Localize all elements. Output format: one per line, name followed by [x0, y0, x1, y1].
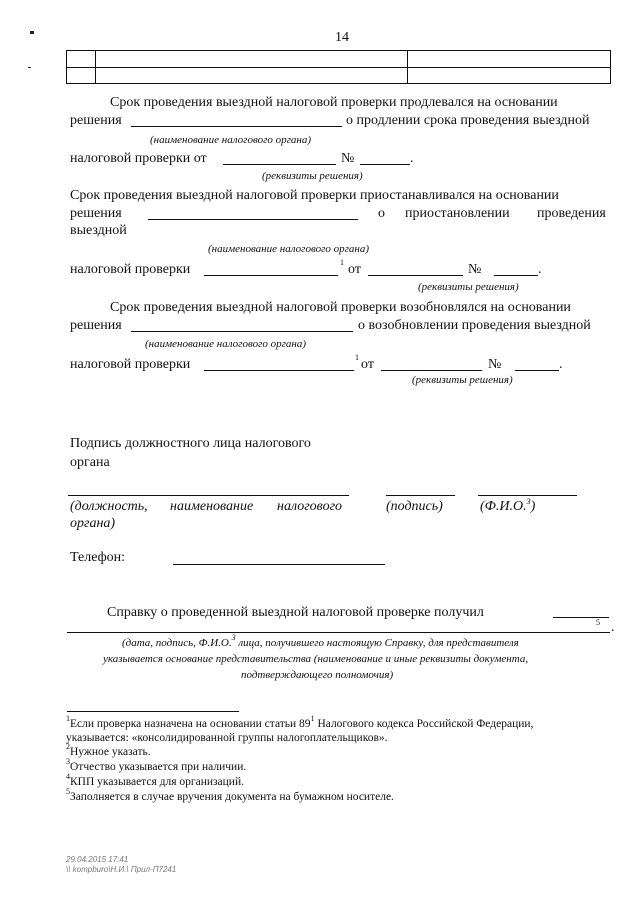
extension-authority-caption: (наименование налогового органа) — [150, 134, 312, 146]
receipt-caption-text: (дата, подпись, Ф.И.О. — [122, 637, 232, 649]
suspension-sub1-blank[interactable] — [204, 275, 338, 276]
suspension-line3: выездной — [70, 223, 127, 238]
signature-fio-caption — [480, 499, 535, 515]
footnote-ref: 3 — [231, 633, 236, 642]
footnote-2 — [66, 742, 151, 759]
suspension-date-blank[interactable] — [368, 275, 463, 276]
footnote-1 — [66, 714, 534, 731]
footnote-separator — [67, 711, 239, 712]
extension-number-sign: № — [341, 151, 355, 166]
scan-speck — [30, 31, 34, 34]
signature-sign-caption: (подпись) — [386, 499, 443, 514]
footnote-text: КПП указывается для организаций. — [70, 776, 244, 788]
extension-decision-caption: (реквизиты решения) — [262, 170, 363, 182]
page-number: 14 — [335, 30, 349, 45]
extension-line2-label: решения — [70, 113, 122, 128]
suspension-number-blank[interactable] — [494, 275, 538, 276]
footnote-text: Отчество указывается при наличии. — [70, 761, 247, 773]
footnote-ref: 3 — [526, 497, 531, 506]
suspension-line2-word: проведения — [537, 206, 606, 221]
resumption-authority-caption: (наименование налогового органа) — [145, 338, 307, 350]
extension-line1: Срок проведения выездной налоговой проверки продлевался на основании — [110, 95, 558, 110]
resumption-number-sign: № — [488, 357, 502, 372]
phone-label: Телефон: — [70, 550, 126, 565]
footnote-number: 3 — [66, 757, 70, 766]
footnote-text: Налогового кодекса Российской Федерации, — [314, 718, 534, 730]
suspension-ot: от — [348, 262, 361, 277]
footnote-number: 5 — [66, 787, 70, 796]
signature-fio-blank[interactable] — [478, 495, 577, 496]
footnote-5 — [66, 787, 394, 804]
resumption-line2-label: решения — [70, 318, 122, 333]
resumption-authority-blank[interactable] — [131, 331, 353, 332]
receipt-recipient-blank-2[interactable] — [67, 632, 610, 633]
receipt-line1: Справку о проведенной выездной налоговой проверке получил — [107, 605, 484, 620]
resumption-decision-caption: (реквизиты решения) — [412, 374, 513, 386]
signature-position-caption: органа) — [70, 516, 116, 531]
signature-position-caption: (должность, — [70, 499, 148, 514]
print-stamp-line2: \\ kompburo\Н.И.\ Прил-П7241 — [66, 865, 177, 874]
fio-caption-end: ) — [530, 499, 536, 514]
footnote-text: Если проверка назначена на основании статьи 89 — [70, 718, 311, 730]
footnote-number: 4 — [66, 772, 70, 781]
resumption-line1: Срок проведения выездной налоговой проверки возобновлялся на основании — [110, 300, 571, 315]
period: . — [559, 357, 563, 372]
table-row — [67, 51, 611, 68]
suspension-number-sign: № — [468, 262, 482, 277]
signature-position-blank[interactable] — [68, 495, 349, 496]
receipt-caption-text: лица, получившего настоящую Справку, для представителя — [235, 637, 519, 649]
footnote-ref: 1 — [340, 258, 344, 267]
footnote-ref: 1 — [310, 714, 315, 723]
table-row — [67, 67, 611, 84]
footnote-number: 1 — [66, 714, 70, 723]
suspension-line1: Срок проведения выездной налоговой проверки приостанавливался на основании — [70, 188, 559, 203]
suspension-decision-caption: (реквизиты решения) — [418, 281, 519, 293]
suspension-authority-caption: (наименование налогового органа) — [208, 243, 370, 255]
extension-line2-text: о продлении срока проведения выездной — [346, 113, 590, 128]
signature-title-line1: Подпись должностного лица налогового — [70, 436, 311, 451]
period: . — [611, 620, 615, 635]
suspension-authority-blank[interactable] — [148, 219, 358, 220]
fio-caption-text: (Ф.И.О. — [480, 499, 527, 514]
extension-line3-label: налоговой проверки от — [70, 151, 207, 166]
suspension-line2-word: приостановлении — [405, 206, 510, 221]
resumption-line2-text: о возобновлении проведения выездной — [358, 318, 591, 333]
footnote-4 — [66, 772, 244, 789]
receipt-caption-line1 — [122, 633, 519, 650]
suspension-line2-label: решения — [70, 206, 122, 221]
footnote-ref: 5 — [596, 618, 600, 627]
suspension-line2-o: о — [378, 206, 385, 221]
extension-authority-blank[interactable] — [131, 126, 342, 127]
signature-position-caption: налогового — [277, 499, 343, 514]
table-top — [66, 50, 611, 84]
footnote-text: Заполняется в случае вручения документа на бумажном носителе. — [70, 791, 394, 803]
footnote-text: указывается: «консолидированной группы налогоплательщиков». — [66, 732, 388, 744]
resumption-sub1-blank[interactable] — [204, 370, 354, 371]
suspension-line4-label: налоговой проверки — [70, 262, 191, 277]
receipt-caption-line2: указывается основание представительства (наименование и иные реквизиты документа, — [103, 653, 529, 665]
resumption-line3-label: налоговой проверки — [70, 357, 191, 372]
period: . — [538, 262, 542, 277]
receipt-caption-line3: подтверждающего полномочия) — [241, 669, 394, 681]
print-stamp-line1: 29.04.2015 17:41 — [66, 855, 129, 864]
signature-sign-blank[interactable] — [386, 495, 455, 496]
phone-blank[interactable] — [173, 564, 385, 565]
resumption-number-blank[interactable] — [515, 370, 559, 371]
resumption-date-blank[interactable] — [381, 370, 482, 371]
footnote-text: Нужное указать. — [70, 746, 151, 758]
footnote-3 — [66, 757, 247, 774]
footnote-1-cont — [66, 732, 388, 745]
resumption-ot: от — [361, 357, 374, 372]
footnote-ref: 1 — [355, 353, 359, 362]
extension-number-blank[interactable] — [360, 164, 410, 165]
receipt-recipient-blank-1[interactable] — [553, 617, 609, 618]
signature-position-caption: наименование — [170, 499, 254, 514]
footnote-number: 2 — [66, 742, 70, 751]
signature-title-line2: органа — [70, 455, 110, 470]
period: . — [410, 151, 414, 166]
scan-speck — [28, 67, 31, 68]
extension-date-blank[interactable] — [223, 164, 336, 165]
